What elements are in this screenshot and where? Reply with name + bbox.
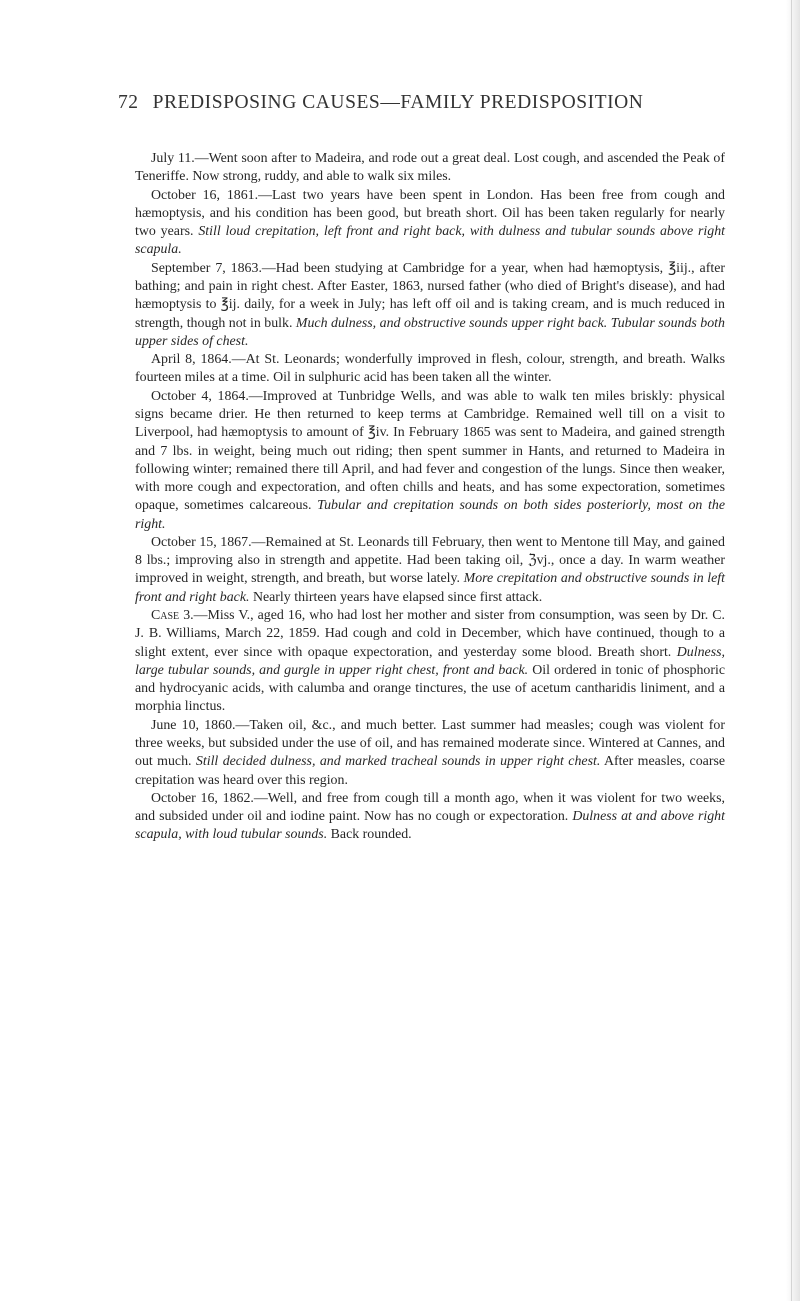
physical-signs-italic: More crepitation and obstructive sounds in left front and right back. xyxy=(135,571,725,605)
paragraph xyxy=(135,607,725,717)
paragraph xyxy=(135,260,725,351)
text-segment: October 15, 1867.—Remained at St. Leonards till February, then went to Mentone till May, and gained 8 lbs.; improving also in strength and appetite. Had been taking oil, ℨvj., once a day. In warm weather improved in weight, strength, and breath, but worse lately. xyxy=(135,534,725,587)
text-segment: April 8, 1864.—At St. Leonards; wonderfully improved in flesh, colour, strength, and breath. Walks fourteen miles at a time. Oil in sulphuric acid has been taken all the winter. xyxy=(135,352,725,386)
text-segment: Oil ordered in tonic of phosphoric and hydrocyanic acids, with calumba and orange tinctures, the use of acetum cantharidis liniment, and a morphia linctus. xyxy=(135,662,725,715)
body-text xyxy=(135,150,725,845)
paragraph xyxy=(135,717,725,790)
text-segment: October 16, 1862.—Well, and free from cough till a month ago, when it was violent for two weeks, and subsided under oil and iodine paint. Now has no cough or expectoration. xyxy=(135,790,725,825)
text-segment: Nearly thirteen years have elapsed since first attack. xyxy=(249,589,543,605)
physical-signs-italic: Still loud crepitation, left front and right back, with dulness and tubular sounds above right scapula. xyxy=(135,224,726,258)
text-segment: July 11.—Went soon after to Madeira, and rode out a great deal. Lost cough, and ascended the Peak of Teneriffe. Now strong, ruddy, and able to walk six miles. xyxy=(135,151,725,185)
case-label: Case xyxy=(151,608,180,624)
text-segment: October 16, 1861.—Last two years have been spent in London. Has been free from cough and hæmoptysis, and his condition has been good, but breath short. Oil has been taken regularly for nearly two years. xyxy=(135,187,725,240)
paragraph xyxy=(135,351,725,388)
paragraph xyxy=(135,187,725,260)
running-header xyxy=(118,92,718,114)
physical-signs-italic: Much dulness, and obstructive sounds upper right back. Tubular sounds both upper sides of chest. xyxy=(135,315,725,349)
text-segment: October 4, 1864.—Improved at Tunbridge Wells, and was able to walk ten miles briskly: physical signs became drier. He then returned to keep terms at Cambridge. Remained well till on a visit to Liverpool, had hæmoptysis to amount of ℥iv. In February 1865 was sent to Madeira, and gained strength and 7 lbs. in weight, being much out riding; then spent summer in Hants, and returned to Madeira in following winter; remained there till April, and had fever and congestion of the lungs. Since then weaker, with more cough and expectoration, and often chills and heats, and has some expectoration, sometimes opaque, sometimes calcareous. xyxy=(135,388,725,514)
page-edge-line xyxy=(791,0,792,1301)
physical-signs-italic: Tubular and crepitation sounds on both sides posteriorly, most on the right. xyxy=(135,498,725,532)
paragraph xyxy=(135,534,725,607)
text-segment: 3.—Miss V., aged 16, who had lost her mother and sister from consumption, was seen by Dr. C. J. B. Williams, March 22, 1859. Had cough and cold in December, which have continued, though to a slight extent, ever since with opaque expectoration, and yesterday some blood. Breath short. xyxy=(135,608,725,660)
text-segment: June 10, 1860.—Taken oil, &c., and much better. Last summer had measles; cough was violent for three weeks, but subsided under the use of oil, and has remained moderate since. Wintered at Cannes, and out much. xyxy=(135,717,725,770)
text-segment: September 7, 1863.—Had been studying at Cambridge for a year, when had hæmoptysis, ℥iij., after bathing; and pain in right chest. After Easter, 1863, nursed father (who died of Bright's disease), and had hæmoptysis to ℥ij. daily, for a week in July; has left off oil and is taking cream, and is much reduced in strength, though not in bulk. xyxy=(135,260,725,331)
physical-signs-italic: Still decided dulness, and marked tracheal sounds in upper right chest. xyxy=(195,754,601,770)
running-title: PREDISPOSING CAUSES—FAMILY PREDISPOSITION xyxy=(152,92,644,113)
physical-signs-italic: Dulness, large tubular sounds, and gurgle in upper right chest, front and back. xyxy=(135,644,725,678)
paragraph xyxy=(135,388,725,534)
page-edge-shadow xyxy=(786,0,800,1301)
physical-signs-italic: Dulness at and above right scapula, with loud tubular sounds. xyxy=(135,809,725,843)
paragraph xyxy=(135,790,725,845)
text-segment: After measles, coarse crepitation was heard over this region. xyxy=(135,754,726,788)
page-number: 72 xyxy=(118,92,139,113)
paragraph xyxy=(135,150,725,187)
text-segment: Back rounded. xyxy=(327,827,412,843)
